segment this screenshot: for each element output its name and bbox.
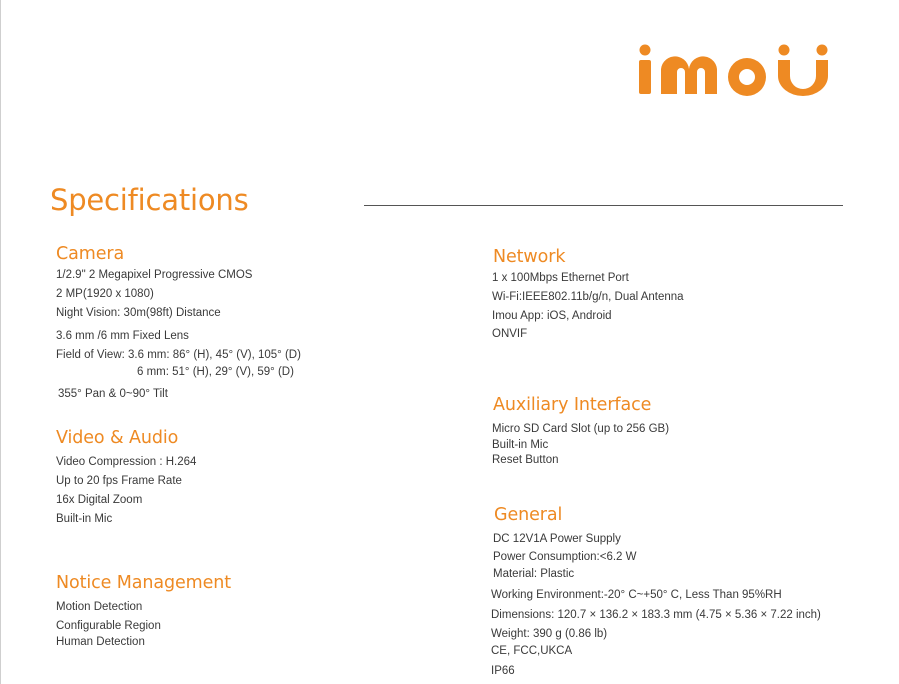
spec-line: Reset Button (492, 454, 559, 466)
spec-line: 3.6 mm /6 mm Fixed Lens (56, 330, 189, 342)
spec-line: 1 x 100Mbps Ethernet Port (492, 272, 629, 284)
spec-line: Field of View: 3.6 mm: 86° (H), 45° (V), 105° (D) (56, 349, 301, 361)
section-video-audio-heading (56, 427, 178, 449)
page-title: Specifications (50, 183, 249, 217)
spec-line: Human Detection (56, 636, 145, 648)
spec-line: Motion Detection (56, 601, 143, 613)
page-edge (0, 0, 1, 684)
spec-line: Material: Plastic (493, 568, 575, 580)
spec-line: Dimensions: 120.7 × 136.2 × 183.3 mm (4.75 × 5.36 × 7.22 inch) (491, 609, 821, 621)
section-camera-heading (56, 243, 124, 265)
section-general-heading (494, 504, 562, 526)
spec-line: Built-in Mic (56, 513, 113, 525)
spec-line: Micro SD Card Slot (up to 256 GB) (492, 423, 670, 435)
spec-line: 1/2.9" 2 Megapixel Progressive CMOS (56, 269, 253, 281)
spec-line: DC 12V1A Power Supply (493, 533, 621, 545)
imou-logo (636, 44, 828, 96)
spec-line: Weight: 390 g (0.86 lb) (491, 628, 608, 640)
spec-line: Up to 20 fps Frame Rate (56, 475, 182, 487)
spec-line: Power Consumption:<6.2 W (493, 551, 637, 563)
spec-line: CE, FCC,UKCA (491, 645, 573, 657)
spec-line: Built-in Mic (492, 439, 549, 451)
spec-line: Working Environment:-20° C~+50° C, Less Than 95%RH (491, 589, 782, 601)
spec-line: 16x Digital Zoom (56, 494, 143, 506)
spec-line: Night Vision: 30m(98ft) Distance (56, 307, 221, 319)
section-heading: Notice Management (56, 573, 232, 593)
section-network-heading (493, 246, 565, 268)
spec-line: 2 MP(1920 x 1080) (56, 288, 154, 300)
section-auxiliary-heading (493, 394, 651, 416)
spec-line: Wi-Fi:IEEE802.11b/g/n, Dual Antenna (492, 291, 684, 303)
spec-line: 6 mm: 51° (H), 29° (V), 59° (D) (137, 366, 294, 378)
section-heading: Auxiliary Interface (493, 395, 652, 415)
spec-line: ONVIF (492, 328, 528, 340)
spec-line: Imou App: iOS, Android (492, 310, 612, 322)
section-notice-heading (56, 572, 231, 594)
section-heading: Video & Audio (56, 428, 179, 448)
title-divider (364, 205, 843, 206)
spec-line: 355° Pan & 0~90° Tilt (58, 388, 168, 400)
spec-line: Configurable Region (56, 620, 161, 632)
section-heading: Camera (56, 244, 125, 264)
section-heading: General (494, 505, 563, 525)
spec-line: IP66 (491, 665, 515, 677)
spec-line: Video Compression : H.264 (56, 456, 197, 468)
section-heading: Network (493, 247, 566, 267)
